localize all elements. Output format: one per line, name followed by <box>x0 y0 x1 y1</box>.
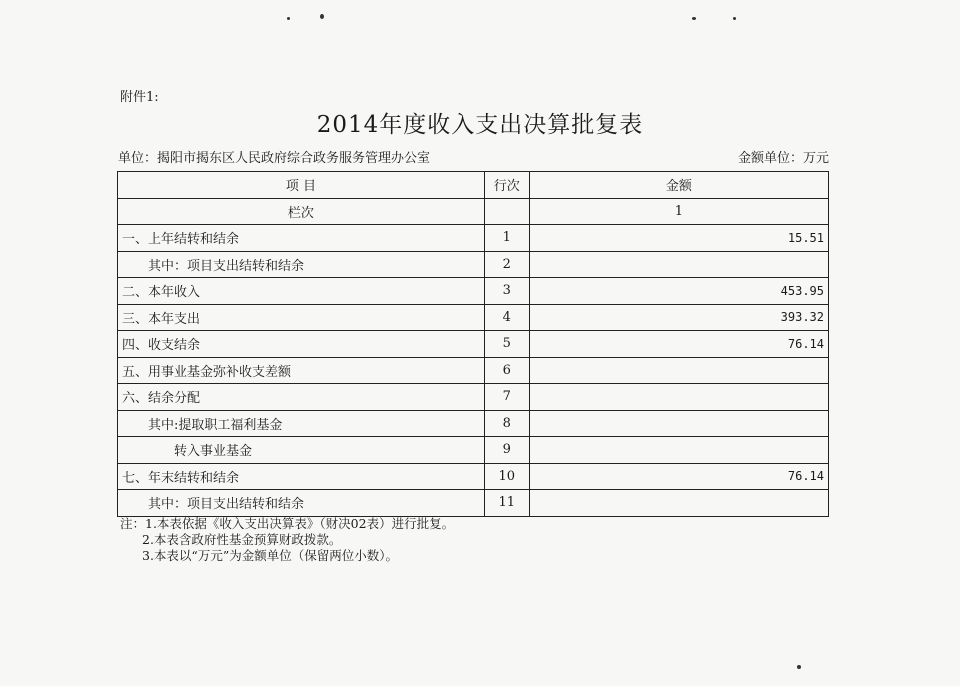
row-amount <box>529 384 828 411</box>
column-row-no <box>484 198 529 225</box>
row-number: 2 <box>484 251 529 278</box>
table-row <box>118 384 829 411</box>
note-line: 2.本表含政府性基金预算财政拨款。 <box>142 532 342 547</box>
row-item: 其中:提取职工福利基金 <box>118 410 485 437</box>
note-line: 注：1.本表依据《收入支出决算表》（财决02表）进行批复。 <box>120 516 455 531</box>
row-amount: 76.14 <box>529 331 828 358</box>
row-amount: 453.95 <box>529 278 828 305</box>
scan-speck <box>733 17 736 20</box>
row-amount: 15.51 <box>529 225 828 252</box>
table-row <box>118 490 829 517</box>
row-amount: 76.14 <box>529 463 828 490</box>
row-number: 4 <box>484 304 529 331</box>
row-amount <box>529 490 828 517</box>
header-row-no: 行次 <box>484 172 529 199</box>
note-line: 3.本表以“万元”为金额单位（保留两位小数）。 <box>142 548 398 563</box>
row-item: 五、用事业基金弥补收支差额 <box>118 357 485 384</box>
row-amount <box>529 410 828 437</box>
row-number: 6 <box>484 357 529 384</box>
table-row <box>118 357 829 384</box>
table-row <box>118 251 829 278</box>
row-item: 一、上年结转和结余 <box>118 225 485 252</box>
row-item: 其中：项目支出结转和结余 <box>118 490 485 517</box>
row-number: 3 <box>484 278 529 305</box>
row-number: 10 <box>484 463 529 490</box>
unit-label: 单位：揭阳市揭东区人民政府综合政务服务管理办公室 <box>118 151 431 166</box>
row-amount <box>529 251 828 278</box>
row-number: 8 <box>484 410 529 437</box>
row-item: 七、年末结转和结余 <box>118 463 485 490</box>
column-label: 栏次 <box>118 198 485 225</box>
row-number: 11 <box>484 490 529 517</box>
row-item: 二、本年收入 <box>118 278 485 305</box>
row-amount: 393.32 <box>529 304 828 331</box>
scan-speck <box>692 17 696 20</box>
table-row <box>118 463 829 490</box>
header-item: 项 目 <box>118 172 485 199</box>
row-item: 其中：项目支出结转和结余 <box>118 251 485 278</box>
table-row <box>118 331 829 358</box>
approval-table <box>117 171 829 517</box>
row-number: 7 <box>484 384 529 411</box>
row-item: 三、本年支出 <box>118 304 485 331</box>
page-title: 2014年度收入支出决算批复表 <box>316 112 644 138</box>
row-item: 转入事业基金 <box>118 437 485 464</box>
row-number: 9 <box>484 437 529 464</box>
column-number-row <box>118 198 829 225</box>
table-row <box>118 225 829 252</box>
table-row <box>118 278 829 305</box>
scan-speck <box>287 17 290 20</box>
header-amount: 金额 <box>529 172 828 199</box>
row-amount <box>529 437 828 464</box>
scan-speck <box>797 665 801 669</box>
row-item: 六、结余分配 <box>118 384 485 411</box>
row-number: 1 <box>484 225 529 252</box>
header-row <box>118 172 829 199</box>
amount-unit-label: 金额单位：万元 <box>737 151 829 166</box>
notes <box>120 516 454 564</box>
column-amount-no: 1 <box>529 198 828 225</box>
table-row <box>118 304 829 331</box>
scan-speck <box>320 14 324 19</box>
table-row <box>118 410 829 437</box>
table-row <box>118 437 829 464</box>
row-amount <box>529 357 828 384</box>
attachment-label: 附件1: <box>120 90 159 105</box>
row-number: 5 <box>484 331 529 358</box>
row-item: 四、收支结余 <box>118 331 485 358</box>
